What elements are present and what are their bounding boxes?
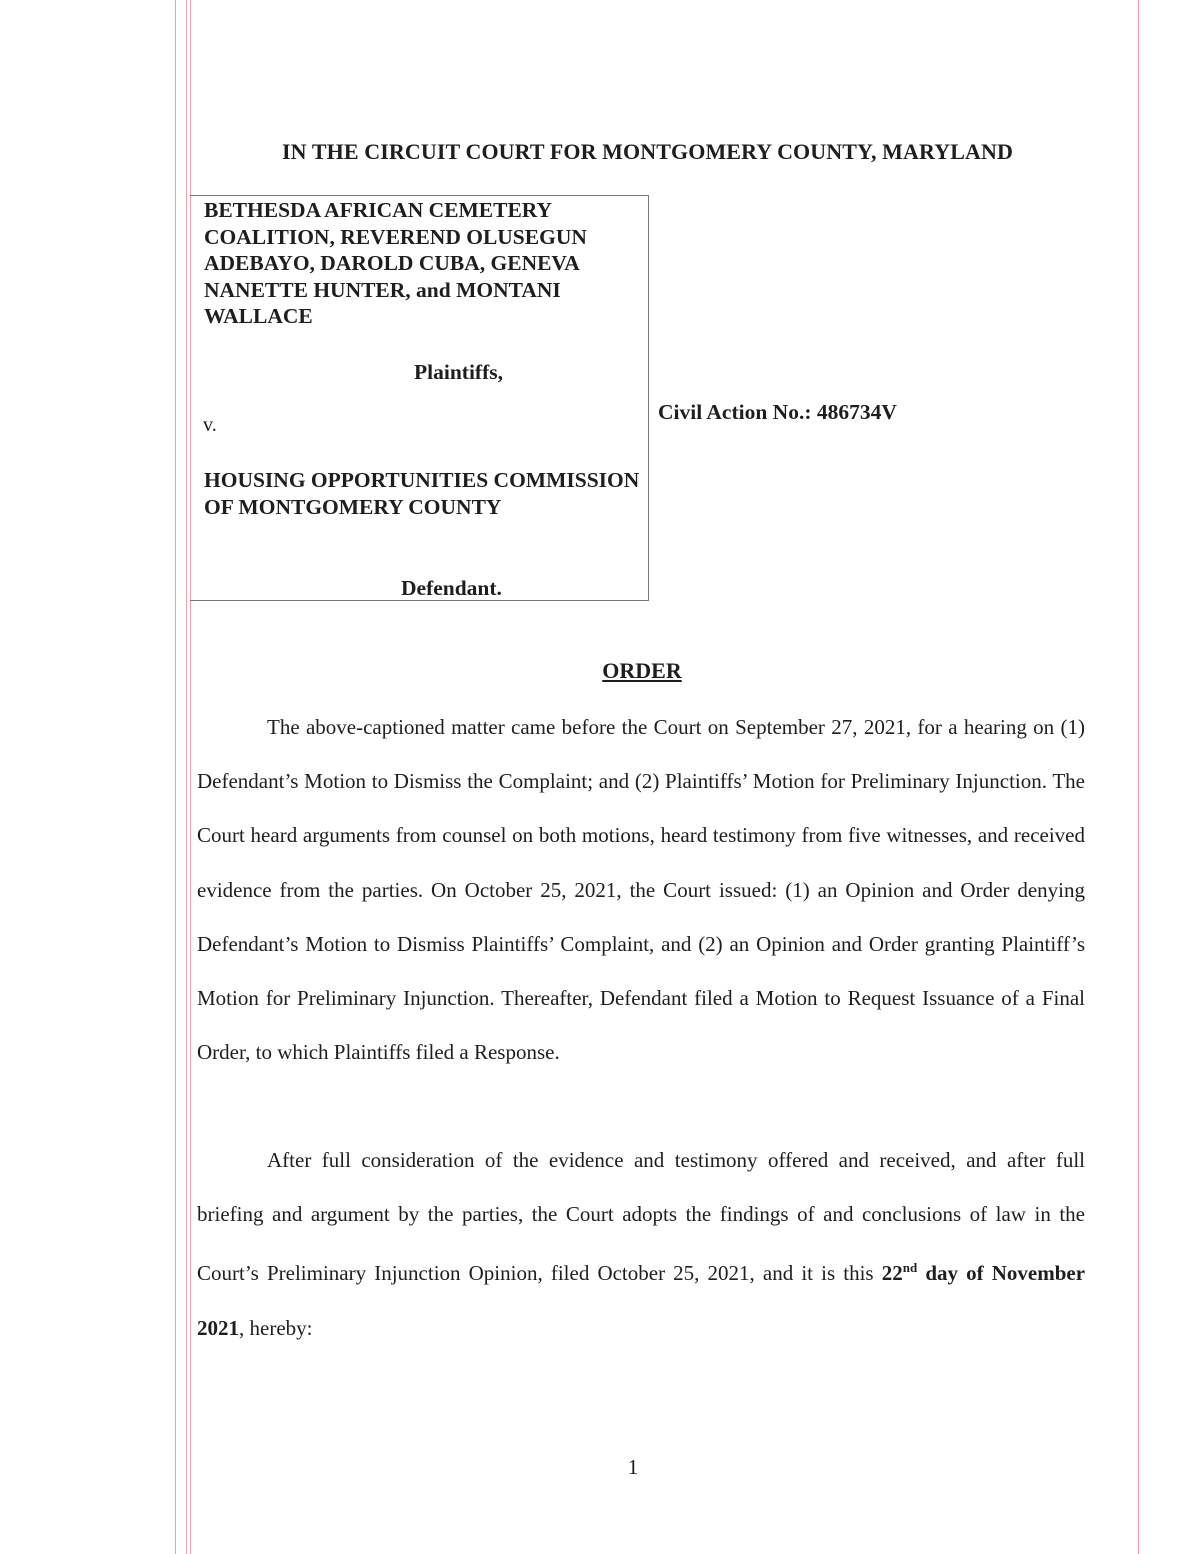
versus-label: v.	[203, 414, 217, 436]
order-paragraph-2-text: After full consideration of the evidence and testimony offered and received, and after full briefing and argument by the parties, the Court adopts the findings of and conclusions of law in the Court’s Preliminary Injunction Opinion, filed October 25, 2021, and it is this	[197, 1148, 1085, 1286]
defendant-name: HOUSING OPPORTUNITIES COMMISSION OF MONTGOMERY COUNTY	[204, 468, 640, 519]
page-number: 1	[627, 1455, 639, 1479]
order-paragraph-1: The above-captioned matter came before the Court on September 27, 2021, for a hearing on (1) Defendant’s Motion to Dismiss the Complaint; and (2) Plaintiffs’ Motion for Preliminary Injunction. The Court heard arguments from counsel on both motions, heard testimony from five witnesses, and received evidence from the parties. On October 25, 2021, the Court issued: (1) an Opinion and Order denying Defendant’s Motion to Dismiss Plaintiffs’ Complaint, and (2) an Opinion and Order granting Plaintiff’s Motion for Preliminary Injunction. Thereafter, Defendant filed a Motion to Request Issuance of a Final Order, to which Plaintiffs filed a Response.	[197, 715, 1085, 1065]
right-margin-line	[1138, 0, 1139, 1554]
plaintiffs-label: Plaintiffs,	[414, 360, 503, 384]
order-closing: , hereby:	[239, 1315, 313, 1340]
order-paragraph-2	[197, 1133, 1085, 1355]
defendant-label: Defendant.	[401, 576, 502, 600]
left-margin-line-middle	[186, 0, 187, 1554]
civil-action-number: Civil Action No.: 486734V	[658, 400, 897, 424]
order-date-day: 22	[881, 1261, 903, 1286]
plaintiffs-names: BETHESDA AFRICAN CEMETERY COALITION, REVEREND OLUSEGUN ADEBAYO, DAROLD CUBA, GENEVA NANETTE HUNTER, and MONTANI WALLACE	[204, 198, 587, 328]
court-title: IN THE CIRCUIT COURT FOR MONTGOMERY COUNTY, MARYLAND	[282, 139, 1013, 164]
left-margin-line-outer	[175, 0, 176, 1554]
order-date-rest: day of November 2021	[197, 1261, 1086, 1340]
order-date-suffix: nd	[902, 1260, 918, 1276]
order-heading: ORDER	[602, 658, 682, 683]
